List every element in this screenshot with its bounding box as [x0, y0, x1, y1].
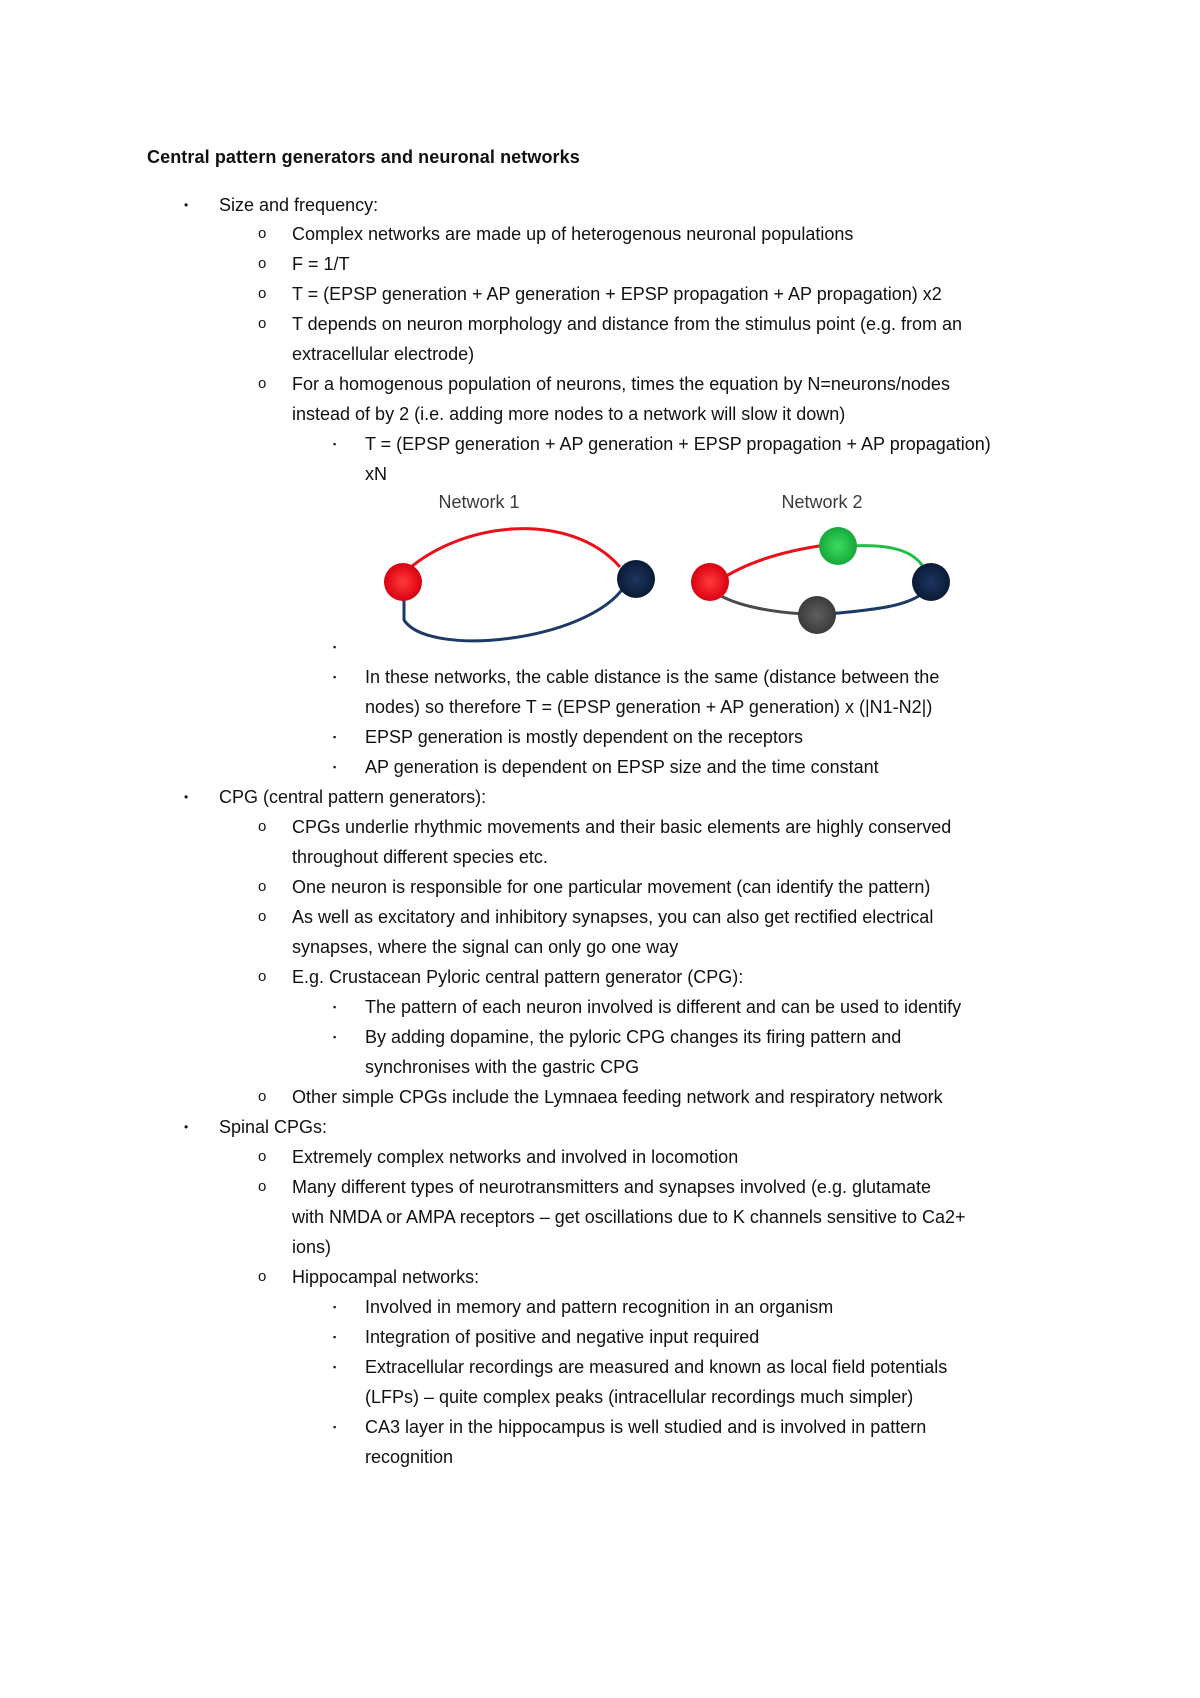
network-2-red-connection: [720, 545, 826, 580]
bullet: ▪: [333, 439, 337, 449]
list-item: Involved in memory and pattern recognition in an organism: [365, 1297, 834, 1317]
list-item-continuation: nodes) so therefore T = (EPSP generation + AP generation) x (|N1-N2|): [365, 697, 933, 717]
bullet: o: [258, 225, 267, 242]
list-item-continuation: xN: [365, 464, 387, 484]
list-item: As well as excitatory and inhibitory synapses, you can also get rectified electrical: [292, 907, 934, 927]
network-2-gray-node: [798, 596, 836, 634]
bullet: o: [258, 878, 267, 895]
bullet: ▪: [333, 762, 337, 772]
network-2-gray-connection: [712, 590, 804, 614]
network-2-blue-connection: [830, 590, 926, 614]
bullet: •: [184, 790, 189, 804]
bullet: o: [258, 375, 267, 392]
bullet: o: [258, 1268, 267, 1285]
bullet: •: [184, 1120, 189, 1134]
bullet: ▪: [333, 642, 337, 652]
list-item: CPG (central pattern generators):: [219, 787, 487, 807]
bullet: o: [258, 1178, 267, 1195]
network-1-red-node: [384, 563, 422, 601]
page-title: Central pattern generators and neuronal networks: [147, 147, 580, 167]
network-1-label: Network 1: [438, 492, 520, 512]
bullet: o: [258, 255, 267, 272]
bullet: ▪: [333, 1422, 337, 1432]
bullet: o: [258, 285, 267, 302]
network-2-navy-node: [912, 563, 950, 601]
network-2-label: Network 2: [781, 492, 863, 512]
list-item-continuation: with NMDA or AMPA receptors – get oscillations due to K channels sensitive to Ca2+: [292, 1207, 966, 1227]
list-item: Extremely complex networks and involved in locomotion: [292, 1147, 739, 1167]
bullet: o: [258, 1148, 267, 1165]
list-item-continuation: instead of by 2 (i.e. adding more nodes to a network will slow it down): [292, 404, 846, 424]
list-item: Spinal CPGs:: [219, 1117, 328, 1137]
list-item: EPSP generation is mostly dependent on the receptors: [365, 727, 803, 747]
list-item-continuation: synchronises with the gastric CPG: [365, 1057, 640, 1077]
list-item: F = 1/T: [292, 254, 350, 274]
bullet: ▪: [333, 732, 337, 742]
bullet: o: [258, 818, 267, 835]
bullet: ▪: [333, 1332, 337, 1342]
list-item: Other simple CPGs include the Lymnaea feeding network and respiratory network: [292, 1087, 943, 1107]
list-item: Hippocampal networks:: [292, 1267, 480, 1287]
bullet: o: [258, 315, 267, 332]
list-item-continuation: (LFPs) – quite complex peaks (intracellular recordings much simpler): [365, 1387, 914, 1407]
network-2-green-connection: [850, 546, 925, 570]
network-diagram: [370, 490, 990, 660]
list-item: Many different types of neurotransmitters and synapses involved (e.g. glutamate: [292, 1177, 932, 1197]
list-item: T = (EPSP generation + AP generation + EPSP propagation + AP propagation) x2: [292, 284, 942, 304]
bullet: ▪: [333, 1302, 337, 1312]
list-item: Extracellular recordings are measured and known as local field potentials: [365, 1357, 948, 1377]
bullet: o: [258, 908, 267, 925]
list-item: Size and frequency:: [219, 195, 379, 215]
bullet: ▪: [333, 1032, 337, 1042]
list-item: In these networks, the cable distance is the same (distance between the: [365, 667, 940, 687]
list-item: By adding dopamine, the pyloric CPG changes its firing pattern and: [365, 1027, 902, 1047]
bullet: •: [184, 198, 189, 212]
list-item: CPGs underlie rhythmic movements and their basic elements are highly conserved: [292, 817, 952, 837]
list-item-continuation: recognition: [365, 1447, 454, 1467]
list-item-continuation: extracellular electrode): [292, 344, 475, 364]
list-item: T = (EPSP generation + AP generation + EPSP propagation + AP propagation): [365, 434, 991, 454]
list-item: For a homogenous population of neurons, times the equation by N=neurons/nodes: [292, 374, 950, 394]
list-item: Complex networks are made up of heterogenous neuronal populations: [292, 224, 854, 244]
list-item: CA3 layer in the hippocampus is well studied and is involved in pattern: [365, 1417, 927, 1437]
network-1-blue-connection: [404, 580, 628, 641]
bullet: ▪: [333, 672, 337, 682]
bullet: o: [258, 968, 267, 985]
bullet: ▪: [333, 1362, 337, 1372]
list-item: Integration of positive and negative input required: [365, 1327, 760, 1347]
network-1-navy-node: [617, 560, 655, 598]
list-item: E.g. Crustacean Pyloric central pattern generator (CPG):: [292, 967, 744, 987]
bullet: o: [258, 1088, 267, 1105]
network-2-green-node: [819, 527, 857, 565]
list-item: T depends on neuron morphology and distance from the stimulus point (e.g. from an: [292, 314, 963, 334]
list-item-continuation: ions): [292, 1237, 332, 1257]
list-item-continuation: synapses, where the signal can only go one way: [292, 937, 679, 957]
network-1-red-connection: [403, 529, 620, 574]
list-item: AP generation is dependent on EPSP size and the time constant: [365, 757, 879, 777]
list-item: One neuron is responsible for one particular movement (can identify the pattern): [292, 877, 931, 897]
list-item: The pattern of each neuron involved is different and can be used to identify: [365, 997, 962, 1017]
bullet: ▪: [333, 1002, 337, 1012]
list-item-continuation: throughout different species etc.: [292, 847, 548, 867]
network-2-red-node: [691, 563, 729, 601]
